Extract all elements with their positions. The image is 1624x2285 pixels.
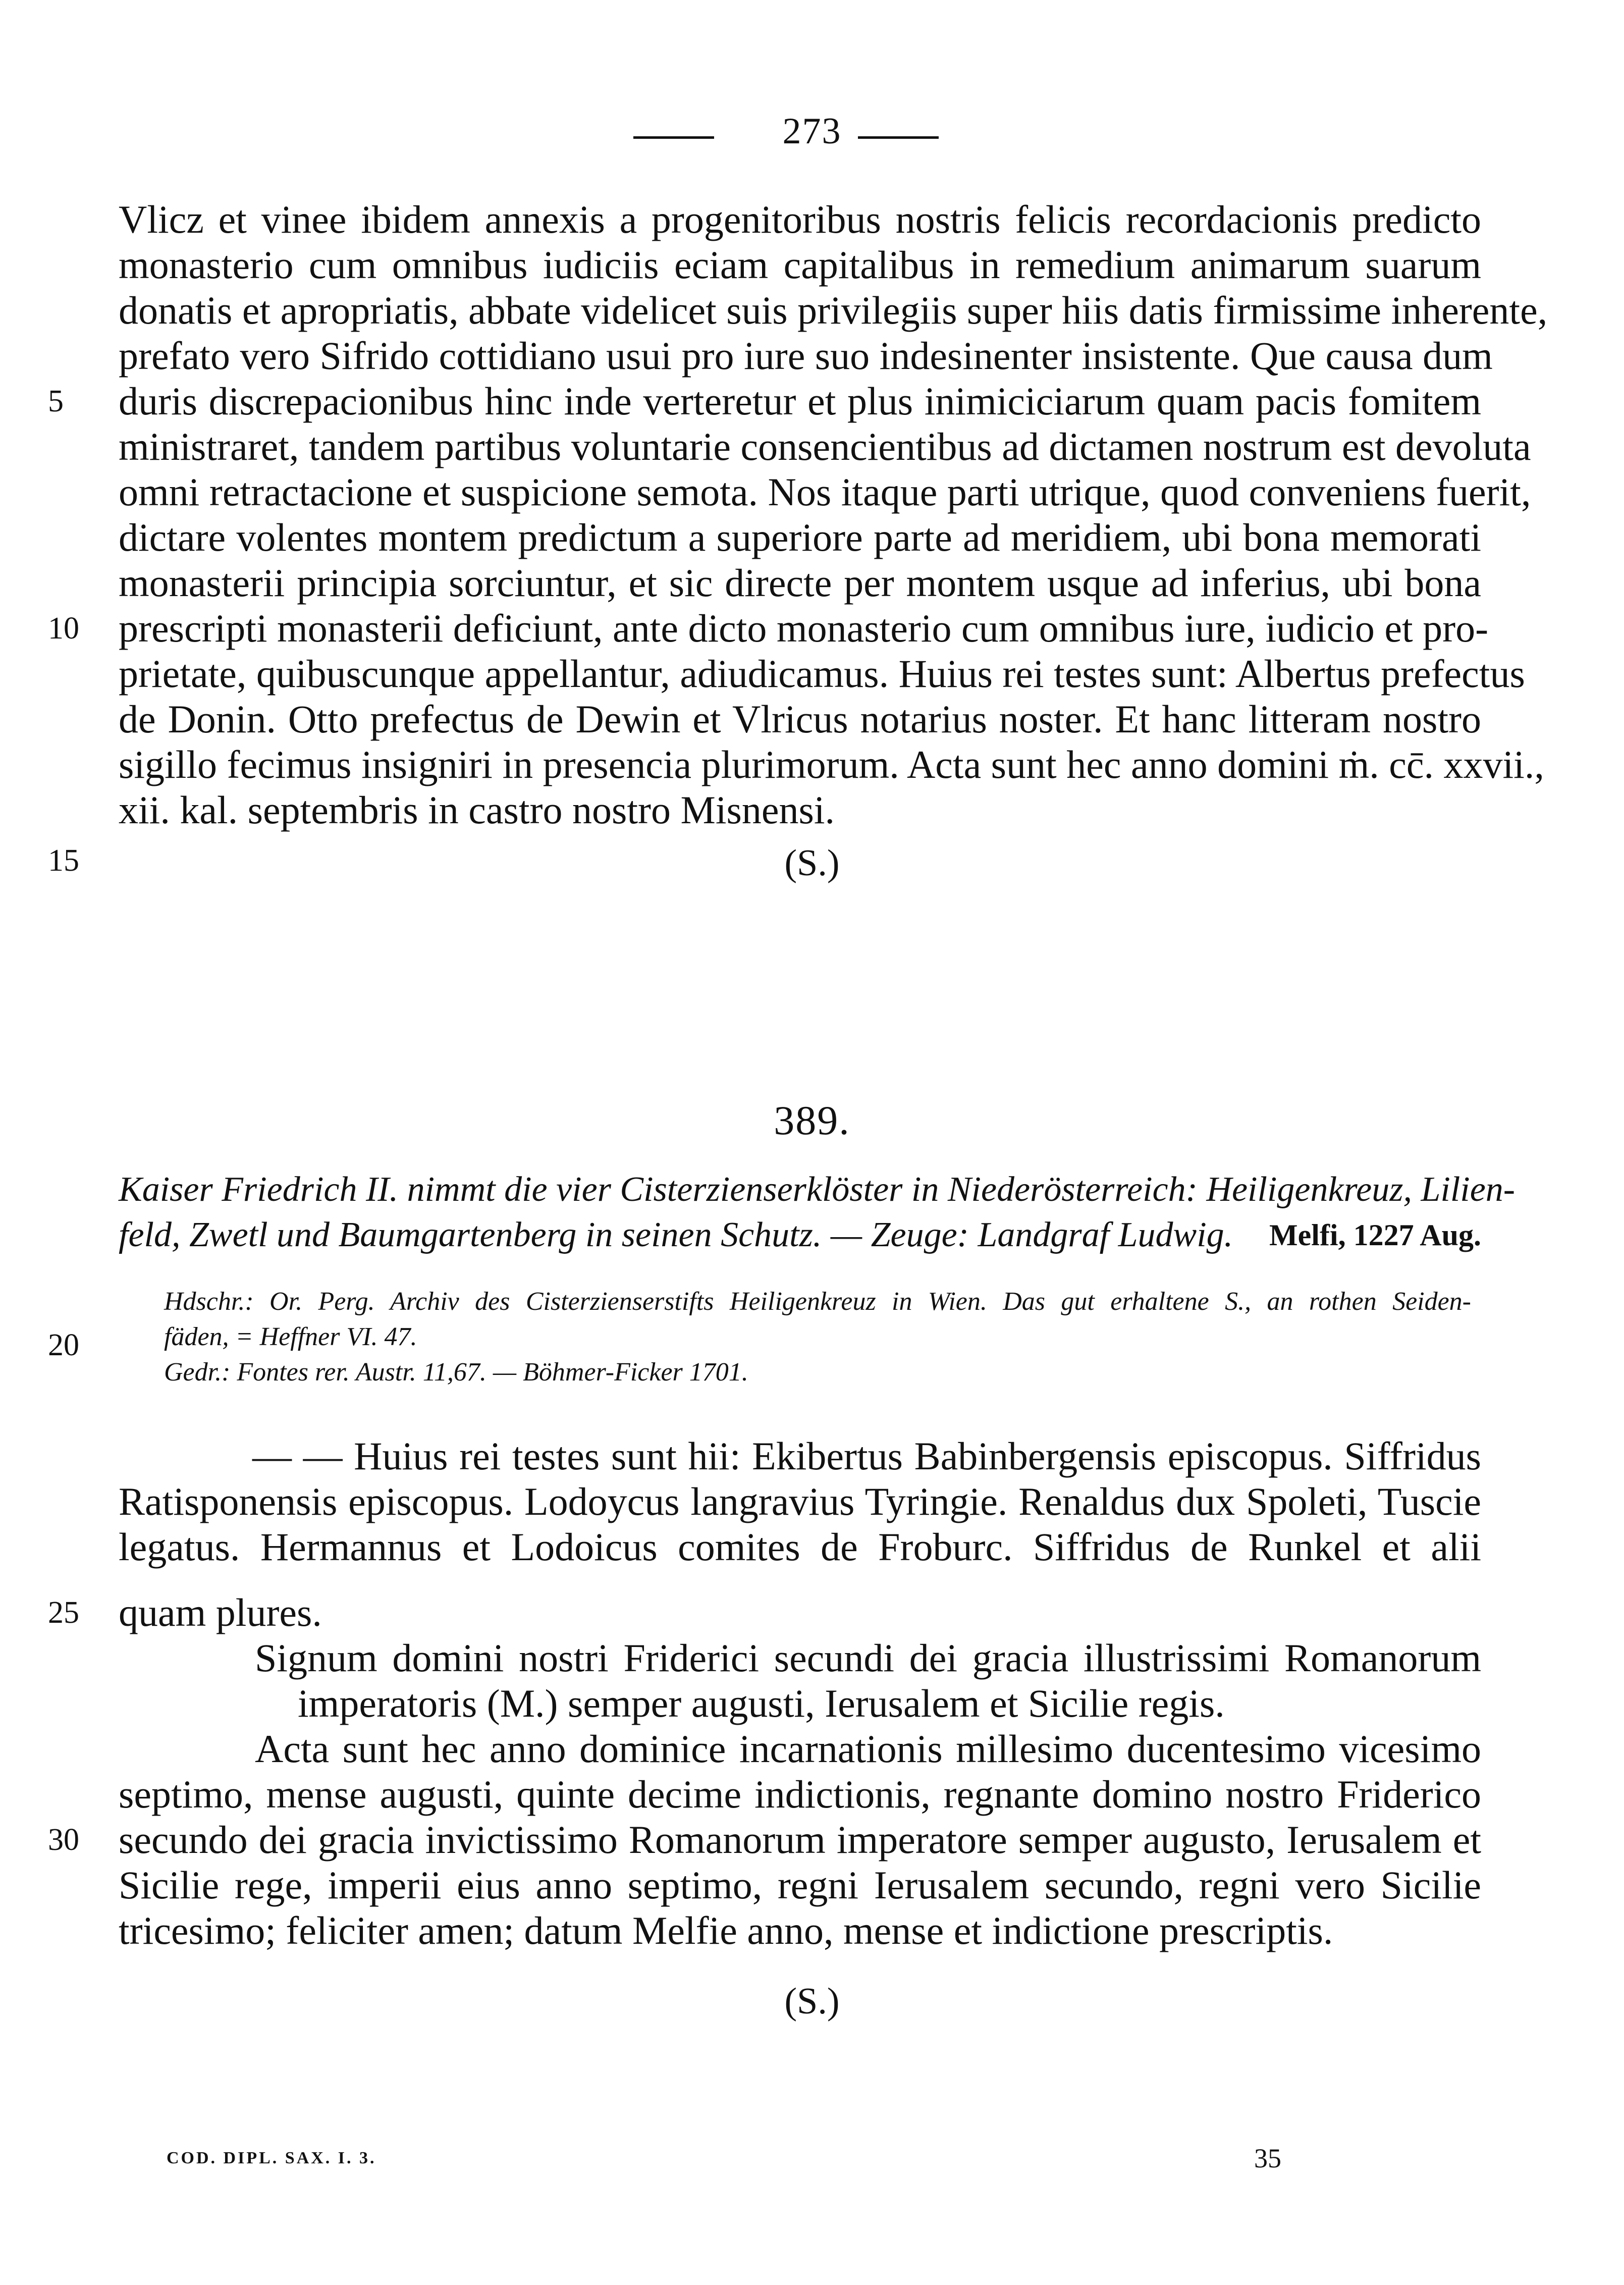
line-number: 25 [48, 1596, 79, 1630]
text-line: de Donin. Otto prefectus de Dewin et Vlricus notarius noster. Et hanc litteram nostro [119, 697, 1481, 741]
text-line: Vlicz et vinee ibidem annexis a progenitoribus nostris felicis recordacionis predicto [119, 197, 1481, 241]
signum-line: Signum domini nostri Friderici secundi dei gracia illustrissimi Romanorum [255, 1636, 1481, 1680]
date-place: Melfi, 1227 Aug. [1269, 1218, 1481, 1252]
seal-mark: (S.) [784, 1981, 840, 2022]
signature-mark: COD. DIPL. SAX. I. 3. [167, 2149, 376, 2167]
text-line: omni retractacione et suspicione semota. Nos itaque parti utrique, quod conveniens fuerit, [119, 470, 1531, 514]
text-line: monasterio cum omnibus iudiciis eciam capitalibus in remedium animarum suarum [119, 243, 1481, 287]
text-line: prietate, quibuscunque appellantur, adiudicamus. Huius rei testes sunt: Albertus prefectus [119, 652, 1525, 696]
text-line: tricesimo; feliciter amen; datum Melfie anno, mense et indictione prescriptis. [119, 1908, 1333, 1952]
regest-text: feld, Zwetl und Baumgartenberg in seinen Schutz. — Zeuge: Landgraf Ludwig. [119, 1215, 1233, 1254]
source-note: Hdschr.: Or. Perg. Archiv des Cisterzienserstifts Heiligenkreuz in Wien. Das gut erhaltene S., an rothen Seiden- [164, 1287, 1471, 1316]
text-line: quam plures. [119, 1590, 322, 1634]
header-dash-right [858, 136, 939, 139]
document-number: 389. [774, 1097, 850, 1143]
source-note: Gedr.: Fontes rer. Austr. 11,67. — Böhmer-Ficker 1701. [164, 1358, 748, 1387]
text-line: Acta sunt hec anno dominice incarnationis millesimo ducentesimo vicesimo [255, 1727, 1481, 1771]
line-number: 30 [48, 1823, 79, 1857]
text-line: legatus. Hermannus et Lodoicus comites de Froburc. Siffridus de Runkel et alii [119, 1525, 1481, 1569]
page-number: 273 [782, 111, 842, 152]
text-line: secundo dei gracia invictissimo Romanorum imperatore semper augusto, Ierusalem et [119, 1818, 1481, 1862]
text-line: — — Huius rei testes sunt hii: Ekibertus Babinbergensis episcopus. Siffridus [252, 1434, 1481, 1478]
text-line: xii. kal. septembris in castro nostro Misnensi. [119, 788, 835, 832]
seal-mark: (S.) [784, 842, 840, 884]
text-line: ministraret, tandem partibus voluntarie consencientibus ad dictamen nostrum est devoluta [119, 424, 1531, 468]
text-line: donatis et apropriatis, abbate videlicet suis privilegiis super hiis datis firmissime inherente, [119, 288, 1548, 332]
regest-line-with-date [119, 1214, 1481, 1256]
line-number: 20 [48, 1328, 79, 1362]
text-line: prefato vero Sifrido cottidiano usui pro iure suo indesinenter insistente. Que causa dum [119, 334, 1493, 378]
text-line: septimo, mense augusti, quinte decime indictionis, regnante domino nostro Friderico [119, 1772, 1481, 1816]
text-line: Sicilie rege, imperii eius anno septimo, regni Ierusalem secundo, regni vero Sicilie [119, 1863, 1481, 1907]
line-number: 10 [48, 611, 79, 646]
regest-line: Kaiser Friedrich II. nimmt die vier Cisterzienserklöster in Niederösterreich: Heiligenkreuz, Lilien- [119, 1170, 1515, 1209]
text-line: dictare volentes montem predictum a superiore parte ad meridiem, ubi bona memorati [119, 515, 1481, 559]
text-line: duris discrepacionibus hinc inde verteretur et plus inimiciciarum quam pacis fomitem [119, 379, 1481, 423]
text-line: Ratisponensis episcopus. Lodoycus langravius Tyringie. Renaldus dux Spoleti, Tuscie [119, 1479, 1481, 1523]
text-line: sigillo fecimus insigniri in presencia plurimorum. Acta sunt hec anno domini ṁ. cc̄. xxvii., [119, 742, 1544, 786]
line-number: 5 [48, 384, 64, 418]
signum-line: imperatoris (M.) semper augusti, Ierusalem et Sicilie regis. [298, 1681, 1225, 1725]
sheet-number: 35 [1254, 2143, 1281, 2173]
source-note: fäden, = Heffner VI. 47. [164, 1322, 417, 1351]
text-line: prescripti monasterii deficiunt, ante dicto monasterio cum omnibus iure, iudicio et pro- [119, 606, 1489, 650]
text-line: monasterii principia sorciuntur, et sic directe per montem usque ad inferius, ubi bona [119, 561, 1481, 605]
line-number: 15 [48, 843, 79, 878]
